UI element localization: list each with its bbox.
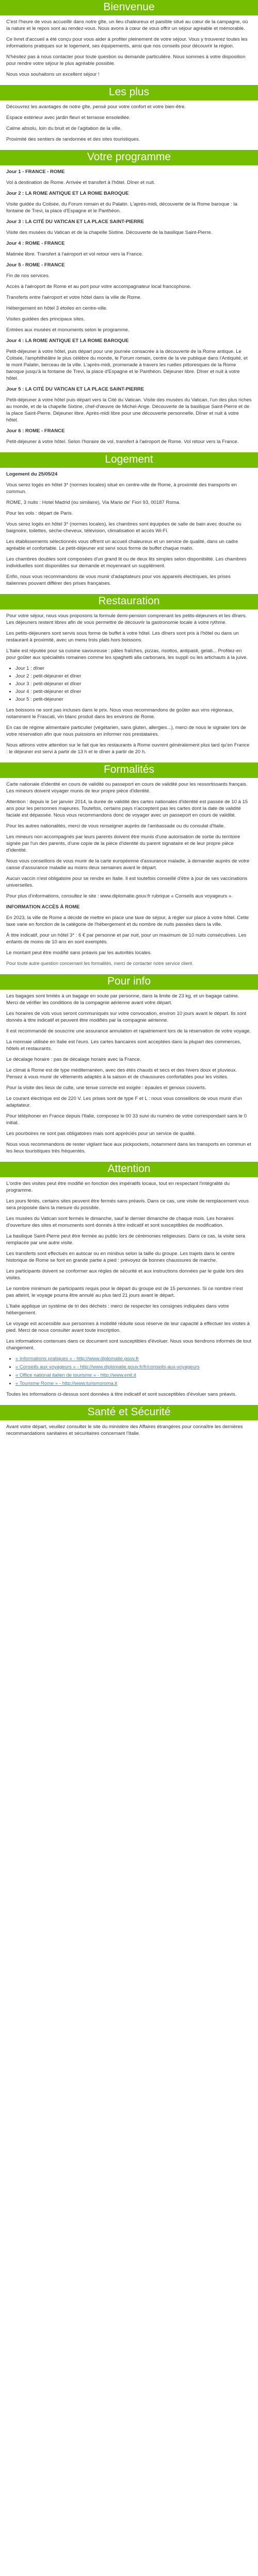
- external-link[interactable]: « Tourisme Rome » - http://www.turismoroma.it: [15, 1381, 118, 1386]
- logement-paragraph: Enfin, nous vous recommandons de vous munir d'adaptateurs pour vos appareils électriques, les prises italiennes pouvant différer des prises françaises.: [6, 574, 231, 586]
- list-item: [15, 1355, 252, 1362]
- bienvenue-content: [0, 19, 258, 78]
- external-link[interactable]: « Office national italien de tourisme » - http://www.enit.it: [15, 1372, 136, 1378]
- formalites-paragraph: Pour les autres nationalités, merci de vous renseigner auprès de l'ambassade ou du consulat d'Italie.: [6, 823, 225, 829]
- section-title-sante: Santé et Sécurité: [0, 1405, 258, 1420]
- pour-info-paragraph: Le climat à Rome est de type méditerranéen, avec des étés chauds et secs et des hivers doux et pluvieux. Pensez à vous munir de vêtements adaptés à la saison et de chaussures confortables pour les visites.: [6, 1067, 237, 1080]
- restauration-paragraph: Pour votre séjour, nous vous proposons la formule demi-pension comprenant les petits-déjeuners et les dîners. Les déjeuners restent libres afin de vous permettre de découvrir la gastronomie locale à votre rythme.: [6, 613, 247, 625]
- programme-block-title: Jour 4 : LA ROME ANTIQUE ET LA ROME BAROQUE: [6, 338, 129, 344]
- formalites-note: Pour toute autre question concernant les formalités, merci de contacter notre service client.: [6, 961, 194, 966]
- programme-day-title: Jour 5 - ROME - FRANCE: [6, 262, 65, 268]
- attention-paragraph: Le voyage est accessible aux personnes à mobilité réduite sous réserve de leur capacité à effectuer les visites à pied. Merci de nous consulter avant toute inscription.: [6, 1321, 250, 1333]
- logement-content: [0, 471, 258, 587]
- programme-content: [0, 168, 258, 445]
- formalites-content: [0, 781, 258, 967]
- attention-closing: Toutes les informations ci-dessus sont données à titre indicatif et sont susceptibles d'évoluer sans préavis.: [6, 1392, 237, 1397]
- logement-paragraph: Les chambres doubles sont composées d'un grand lit ou de deux lits simples selon disponibilité. Les chambres individuelles sont disponibles sur demande et moyennant un supplément.: [6, 556, 247, 569]
- pour-info-paragraph: Les bagages sont limités à un bagage en soute par personne, dans la limite de 23 kg, et un bagage cabine. Merci de vérifier les conditions de la compagnie aérienne avant votre départ.: [6, 993, 239, 1006]
- attention-paragraph: Les jours fériés, certains sites peuvent être fermés sans préavis. Dans ce cas, une visite de remplacement vous sera proposée dans la mesure du possible.: [6, 1198, 249, 1211]
- sante-paragraph: Avant votre départ, veuillez consulter le site du ministère des Affaires étrangères pour connaître les dernières recommandations sanitaires et sécuritaires concernant l'Italie.: [6, 1424, 243, 1436]
- programme-day-text: Vol à destination de Rome. Arrivée et transfert à l'hôtel. Dîner et nuit.: [6, 180, 155, 185]
- attention-paragraph: Les participants doivent se conformer aux règles de sécurité et aux instructions données par le guide lors des visites.: [6, 1268, 244, 1281]
- sante-content: [0, 1423, 258, 1437]
- section-title-attention: Attention: [0, 1162, 258, 1177]
- restauration-closing: Nous attirons votre attention sur le fait que les restaurants à Rome ouvrent généralement plus tard qu'en France : le déjeuner est servi à partir de 13 h et le dîner à partir de 20 h.: [6, 742, 250, 755]
- programme-day-title: Jour 3 : LA CITÉ DU VATICAN ET LA PLACE SAINT-PIERRE: [6, 219, 144, 225]
- les-plus-content: [0, 104, 258, 143]
- external-link[interactable]: « Conseils aux voyageurs » - http://www.diplomatie.gouv.fr/fr/conseils-aux-voyageurs: [15, 1364, 200, 1370]
- bienvenue-paragraph: Nous vous souhaitons un excellent séjour !: [6, 72, 100, 77]
- pour-info-paragraph: Il est recommandé de souscrire une assurance annulation et rapatriement lors de la réservation de votre voyage.: [6, 1028, 251, 1034]
- restauration-meal-list: [6, 665, 252, 703]
- formalites-paragraph: Carte nationale d'identité en cours de validité ou passeport en cours de validité pour les ressortissants français. Les mineurs doivent voyager munis de leur propre pièce d'identité.: [6, 782, 248, 794]
- formalites-paragraph: Nous vous conseillons de vous munir de la carte européenne d'assurance maladie, à demander auprès de votre caisse d'assurance maladie au moins deux semaines avant le départ.: [6, 858, 250, 871]
- logement-paragraph: ROME, 3 nuits : Hotel Madrid (ou similaire), Via Mario de' Fiori 93, 00187 Roma.: [6, 500, 181, 505]
- programme-block-text: Petit-déjeuner à votre hôtel, puis départ pour une journée consacrée à la découverte de la Rome antique. Le Colisée, l'amphithéâtre le plus célèbre du monde, le Forum romain, centre de la vie publique dans l'Antiquité, et le mont Palatin, berceau de la ville. L'après-midi, promenade à travers les ruelles pittoresques de la Rome baroque jusqu'à la fontaine de Trevi, la place d'Espagne et le Panthéon. Déjeuner libre. Dîner et nuit à votre hôtel.: [6, 349, 248, 381]
- pour-info-paragraph: Les horaires de vols vous seront communiqués sur votre convocation, environ 10 jours avant le départ. Ils sont donnés à titre indicatif et peuvent être modifiés par la compagnie aérienne.: [6, 1011, 247, 1023]
- programme-day-title: Jour 1 - FRANCE - ROME: [6, 169, 65, 175]
- bienvenue-paragraph: N'hésitez pas à nous contacter pour toute question ou demande particulière. Nous sommes à votre disposition pour rendre votre séjour le plus agréable possible.: [6, 54, 246, 66]
- restauration-paragraph: Les petits-déjeuners sont servis sous forme de buffet à votre hôtel. Les dîners sont pris à l'hôtel ou dans un restaurant à proximité, avec un menu trois plats hors boissons.: [6, 631, 239, 643]
- attention-paragraph: La basilique Saint-Pierre peut être fermée au public lors de cérémonies religieuses. Dans ce cas, la visite sera remplacée par une autre visite.: [6, 1233, 246, 1246]
- les-plus-paragraph: Calme absolu, loin du bruit et de l'agitation de la ville.: [6, 126, 122, 131]
- formalites-access: À titre indicatif, pour un hôtel 3* : 6 € par personne et par nuit, pour un maximum de 10 nuits consécutives. Les enfants de moins de 10 ans en sont exemptés.: [6, 933, 247, 945]
- programme-day-text: Fin de nos services.: [6, 273, 50, 279]
- list-item: • Jour 2 : petit-déjeuner et dîner: [15, 673, 252, 680]
- programme-extra: Accès à l'aéroport de Rome et au port pour votre accompagnateur local francophone.: [6, 284, 191, 290]
- formalites-access-title: INFORMATION ACCÈS À ROME: [6, 904, 80, 910]
- programme-block-title: Jour 6 : ROME - FRANCE: [6, 428, 65, 434]
- pour-info-paragraph: Le courant électrique est de 220 V. Les prises sont de type F et L : nous vous conseillons de vous munir d'un adaptateur.: [6, 1096, 242, 1108]
- formalites-access: En 2023, la ville de Rome a décidé de mettre en place une taxe de séjour, à régler sur place à votre hôtel. Cette taxe varie en fonction de la catégorie de l'hébergement et du nombre de nuits passées dans la ville.: [6, 915, 249, 927]
- list-item: [15, 1372, 252, 1379]
- pour-info-content: [0, 993, 258, 1155]
- programme-extra: Transferts entre l'aéroport et votre hôtel dans la ville de Rome.: [6, 295, 142, 300]
- section-title-programme: Votre programme: [0, 150, 258, 165]
- bienvenue-paragraph: C'est l'heure de vous accueillir dans notre gîte, un lieu chaleureux et paisible situé au cœur de la campagne, où la nature et le repos sont au rendez-vous. Nous avons à cœur de vous offrir un séjour agréable et mémorable.: [6, 19, 248, 31]
- list-item: • Jour 5 : petit-déjeuner: [15, 696, 252, 703]
- section-title-formalites: Formalités: [0, 762, 258, 778]
- restauration-closing: En cas de régime alimentaire particulier (végétarien, sans gluten, allergies...), merci de nous le signaler lors de votre réservation afin que nous puissions en informer nos prestataires.: [6, 725, 246, 737]
- list-item: • Jour 3 : petit-déjeuner et dîner: [15, 681, 252, 687]
- formalites-access: Le montant peut être modifié sans préavis par les autorités locales.: [6, 950, 152, 956]
- logement-paragraph: Pour les vols : départ de Paris.: [6, 511, 73, 516]
- formalites-paragraph: Les mineurs non accompagnés par leurs parents doivent être munis d'une autorisation de sortie du territoire signée par l'un des parents, d'une copie de la pièce d'identité du parent signataire et de leur propre pièce d'identité.: [6, 834, 240, 853]
- formalites-paragraph: Pour plus d'informations, consultez le site : www.diplomatie.gouv.fr rubrique « Conseils aux voyageurs ».: [6, 893, 233, 899]
- formalites-paragraph: Aucun vaccin n'est obligatoire pour se rendre en Italie. Il est toutefois conseillé d'être à jour de ses vaccinations universelles.: [6, 876, 248, 888]
- list-item: • Jour 4 : petit-déjeuner et dîner: [15, 688, 252, 695]
- section-title-logement: Logement: [0, 452, 258, 468]
- logement-paragraph: Vous serez logés en hôtel 3* (normes locales), les chambres sont équipées de salle de bain avec douche ou baignoire, toilettes, sèche-cheveux, télévision, climatisation et accès Wi-Fi.: [6, 521, 241, 534]
- programme-extra: Visites guidées des principaux sites.: [6, 316, 85, 322]
- restauration-paragraph: L'Italie est réputée pour sa cuisine savoureuse : pâtes fraîches, pizzas, risottos, antipasti, gelati... Profitez-en pour goûter aux spécialités romaines comme les spaghetti alla carbonara, les supplì ou les artichauts à la juive.: [6, 648, 248, 660]
- pour-info-paragraph: Le décalage horaire : pas de décalage horaire avec la France.: [6, 1057, 141, 1062]
- attention-paragraph: Le nombre minimum de participants requis pour le départ du groupe est de 15 personnes. Si ce nombre n'est pas atteint, le voyage pourra être annulé au plus tard 21 jours avant le départ.: [6, 1286, 243, 1298]
- attention-paragraph: Les informations contenues dans ce document sont susceptibles d'évoluer. Nous vous tiendrons informés de tout changement.: [6, 1338, 251, 1351]
- restauration-content: [0, 613, 258, 755]
- page-footer-space: [0, 1441, 258, 1453]
- external-link[interactable]: « Informations pratiques » - http://www.diplomatie.gouv.fr: [15, 1356, 139, 1362]
- programme-day-text: Matinée libre. Transfert à l'aéroport et vol retour vers la France.: [6, 251, 143, 257]
- restauration-closing: Les boissons ne sont pas incluses dans le prix. Nous vous recommandons de goûter aux vins régionaux, notamment le Frascati, vin blanc produit dans les environs de Rome.: [6, 707, 234, 720]
- bienvenue-paragraph: Ce livret d'accueil a été conçu pour vous aider à profiter pleinement de votre séjour. Vous y trouverez toutes les informations pratiques sur le logement, ses équipements, ainsi que nos conseils pour découvrir la région.: [6, 37, 248, 49]
- programme-day-text: Visite des musées du Vatican et de la chapelle Sixtine. Découverte de la basilique Saint-Pierre.: [6, 230, 213, 235]
- programme-block-title: Jour 5 : LA CITÉ DU VATICAN ET LA PLACE SAINT-PIERRE: [6, 386, 144, 392]
- list-item: [15, 1380, 252, 1387]
- attention-links: [6, 1355, 252, 1387]
- section-title-bienvenue: Bienvenue: [0, 0, 258, 15]
- attention-paragraph: Les musées du Vatican sont fermés le dimanche, sauf le dernier dimanche de chaque mois. Les horaires d'ouverture des sites et monuments sont donnés à titre indicatif et sont susceptibles de modification.: [6, 1216, 234, 1228]
- list-item: • Jour 1 : dîner: [15, 665, 252, 672]
- attention-content: [0, 1180, 258, 1398]
- pour-info-paragraph: Les pourboires ne sont pas obligatoires mais sont appréciés pour un service de qualité.: [6, 1131, 196, 1137]
- attention-paragraph: L'Italie applique un système de tri des déchets : merci de respecter les consignes indiquées dans votre hébergement.: [6, 1303, 229, 1316]
- pour-info-paragraph: Nous vous recommandons de rester vigilant face aux pickpockets, notamment dans les transports en commun et les lieux touristiques très fréquentés.: [6, 1142, 251, 1154]
- attention-paragraph: Les transferts sont effectués en autocar ou en minibus selon la taille du groupe. Les trajets dans le centre historique de Rome se font en grande partie à pied : prévoyez de bonnes chaussures de marche.: [6, 1251, 235, 1263]
- les-plus-paragraph: Espace extérieur avec jardin fleuri et terrasse ensoleillée.: [6, 115, 131, 121]
- programme-extra: Entrées aux musées et monuments selon le programme.: [6, 327, 130, 333]
- programme-block-text: Petit-déjeuner à votre hôtel puis départ vers la Cité du Vatican. Visite des musées du Vatican, l'un des plus riches au monde, et de la chapelle Sixtine, chef-d'œuvre de Michel-Ange. Découverte de la basilique Saint-Pierre et de la place Saint-Pierre. Déjeuner libre. Après-midi libre pour une découverte personnelle. Dîner et nuit à votre hôtel.: [6, 397, 252, 423]
- programme-day-title: Jour 2 : LA ROME ANTIQUE ET LA ROME BAROQUE: [6, 191, 129, 196]
- attention-paragraph: L'ordre des visites peut être modifié en fonction des impératifs locaux, tout en respectant l'intégralité du programme.: [6, 1181, 230, 1193]
- pour-info-paragraph: Pour la visite des lieux de culte, une tenue correcte est exigée : épaules et genoux couverts.: [6, 1085, 206, 1091]
- les-plus-paragraph: Découvrez les avantages de notre gîte, pensé pour votre confort et votre bien-être.: [6, 104, 186, 110]
- logement-paragraph: Les établissements sélectionnés vous offrent un accueil chaleureux et un service de qualité, dans un cadre agréable et confortable. Le petit-déjeuner est servi sous forme de buffet chaque matin.: [6, 539, 238, 551]
- pour-info-paragraph: Pour téléphoner en France depuis l'Italie, composez le 00 33 suivi du numéro de votre correspondant sans le 0 initial.: [6, 1113, 247, 1126]
- section-title-les-plus: Les plus: [0, 85, 258, 100]
- programme-day-title: Jour 4 : ROME - FRANCE: [6, 241, 65, 246]
- formalites-paragraph: Attention : depuis le 1er janvier 2014, la durée de validité des cartes nationales d'identité est passée de 10 à 15 ans pour les personnes majeures. Toutefois, certains pays n'acceptent pas les cartes dont la date de validité faciale est dépassée. Nous vous recommandons donc de voyager avec un passeport en cours de validité.: [6, 799, 248, 818]
- les-plus-paragraph: Proximité des sentiers de randonnée et des sites touristiques.: [6, 137, 140, 142]
- pour-info-paragraph: La monnaie utilisée en Italie est l'euro. Les cartes bancaires sont acceptées dans la plupart des commerces, hôtels et restaurants.: [6, 1039, 241, 1052]
- logement-paragraph: Vous serez logés en hôtel 3* (normes locales) situé en centre-ville de Rome, à proximité des transports en commun.: [6, 482, 237, 495]
- section-title-pour-info: Pour info: [0, 974, 258, 990]
- section-title-restauration: Restauration: [0, 594, 258, 609]
- programme-extra: Hébergement en hôtel 3 étoiles en centre-ville.: [6, 306, 108, 311]
- programme-day-text: Visite guidée du Colisée, du Forum romain et du Palatin. L'après-midi, découverte de la Rome baroque : la fontaine de Trevi, la place d'Espagne et le Panthéon.: [6, 201, 237, 214]
- logement-intro: Logement du 25/05/24: [6, 471, 58, 477]
- list-item: [15, 1364, 252, 1370]
- programme-block-text: Petit-déjeuner à votre hôtel. Selon l'horaire de vol, transfert à l'aéroport de Rome. Vol retour vers la France.: [6, 439, 239, 445]
